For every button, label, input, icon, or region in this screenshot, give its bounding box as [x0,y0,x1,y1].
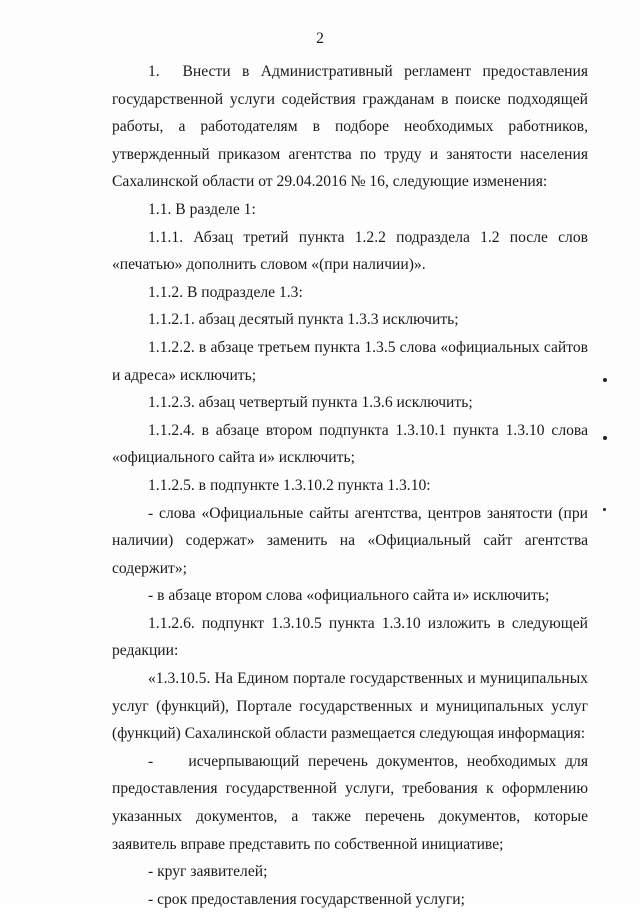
paragraph-1-1-2-4: 1.1.2.4. в абзаце втором подпункта 1.3.10.1 пункта 1.3.10 слова «официального сайта и» исключить; [112,421,588,467]
paragraph-1-1-2-2: 1.1.2.2. в абзаце третьем пункта 1.3.5 слова «официальных сайтов и адреса» исключить; [112,338,588,384]
paragraph-1-1-2-5: 1.1.2.5. в подпункте 1.3.10.2 пункта 1.3.10: [148,476,431,494]
scan-speck [603,378,607,382]
paragraph-1-3-10-5: «1.3.10.5. На Едином портале государственных и муниципальных услуг (функций), Портале государственных и муниципальных услуг (функций) Сахалинской области размещается следующая информация: [112,670,588,743]
paragraph-second-abzac: - в абзаце втором слова «официального сайта и» исключить; [148,587,550,605]
paragraph-replace-sites: - слова «Официальные сайты агентства, центров занятости (при наличии) содержат» заменить на «Официальный сайт агентства содержит»; [112,504,588,577]
paragraph-1-1-2: 1.1.2. В подразделе 1.3: [148,283,303,301]
list-item-documents: - исчерпывающий перечень документов, необходимых для предоставления государственной услуги, требования к оформлению указанных документов, а также перечень документов, которые заявитель вправе представить по собственной инициативе; [112,752,588,853]
document-body [112,58,588,913]
scan-speck [603,436,607,440]
paragraph-1-1-1: 1.1.1. Абзац третий пункта 1.2.2 подраздела 1.2 после слов «печатью» дополнить словом «(при наличии)». [112,228,588,274]
paragraph-amendment-intro: 1. Внести в Административный регламент предоставления государственной услуги содействия гражданам в поиске подходящей работы, а работодателям в подборе необходимых работников, утвержденный приказом агентства по труду и занятости населения Сахалинской области от 29.04.2016 № 16, следующие изменения: [112,63,588,191]
list-item-service-term: - срок предоставления государственной услуги; [148,890,465,908]
paragraph-1-1-2-6: 1.1.2.6. подпункт 1.3.10.5 пункта 1.3.10 изложить в следующей редакции: [112,614,588,660]
page-number: 2 [316,30,324,47]
paragraph-1-1: 1.1. В разделе 1: [148,200,256,218]
paragraph-1-1-2-1: 1.1.2.1. абзац десятый пункта 1.3.3 исключить; [148,311,459,329]
list-item-applicants: - круг заявителей; [148,863,268,881]
paragraph-1-1-2-3: 1.1.2.3. абзац четвертый пункта 1.3.6 исключить; [148,394,473,412]
scan-speck [603,508,606,511]
